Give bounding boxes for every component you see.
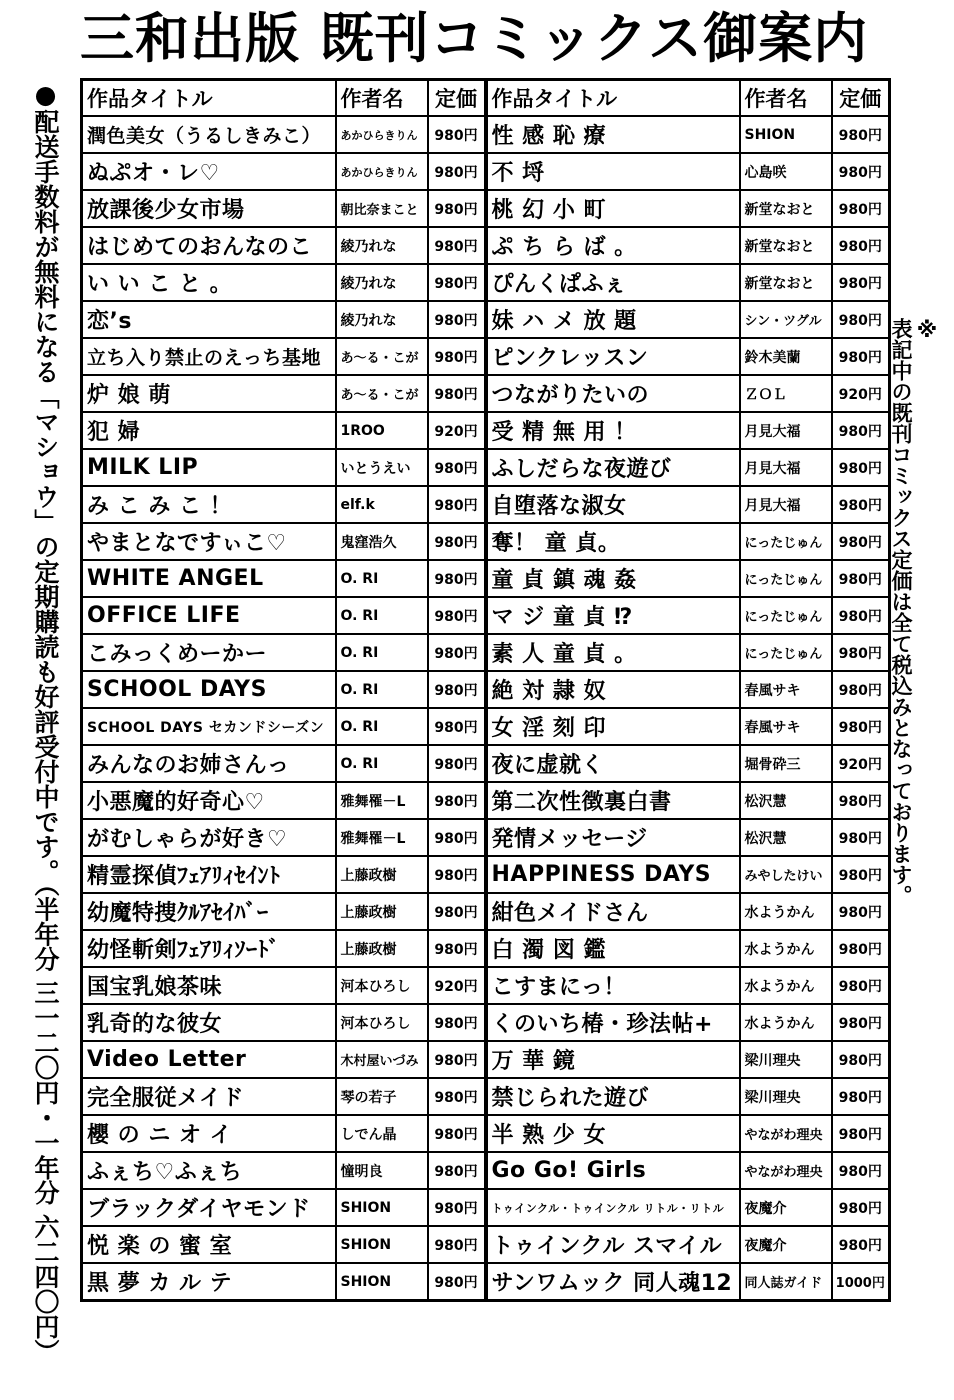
table-row [82, 301, 890, 338]
book-price-left: 980円 [428, 819, 486, 856]
table-row [82, 1152, 890, 1189]
book-price-left: 980円 [428, 375, 486, 412]
book-price-right: 920円 [832, 375, 890, 412]
table-row [82, 560, 890, 597]
book-price-left: 980円 [428, 634, 486, 671]
table-row [82, 1078, 890, 1115]
book-author-left: O. RI [336, 560, 428, 597]
book-title-left: SCHOOL DAYS [82, 671, 336, 708]
book-price-left: 980円 [428, 671, 486, 708]
book-title-right: 受 精 無 用 ！ [486, 412, 740, 449]
book-title-right: トゥインクル・トゥインクル リトル・リトル [486, 1189, 740, 1226]
book-author-left: 上藤政樹 [336, 893, 428, 930]
book-title-right: HAPPINESS DAYS [486, 856, 740, 893]
header-price-right: 定価 [832, 80, 890, 117]
book-price-left: 980円 [428, 856, 486, 893]
header-author-right: 作者名 [740, 80, 832, 117]
book-author-left: SHION [336, 1189, 428, 1226]
book-title-right: 妹 ハ メ 放 題 [486, 301, 740, 338]
book-title-right: ぷ ち ら ば 。 [486, 227, 740, 264]
table-row [82, 745, 890, 782]
table-row [82, 597, 890, 634]
book-author-left: しでん晶 [336, 1115, 428, 1152]
book-price-left: 980円 [428, 597, 486, 634]
book-author-right: 月見大福 [740, 449, 832, 486]
book-title-right: 半 熟 少 女 [486, 1115, 740, 1152]
book-author-right: 梁川理央 [740, 1078, 832, 1115]
book-price-right: 980円 [832, 227, 890, 264]
book-author-right: やながわ理央 [740, 1115, 832, 1152]
book-author-left: 朝比奈まこと [336, 190, 428, 227]
book-price-right: 980円 [832, 634, 890, 671]
table-row [82, 671, 890, 708]
book-title-left: はじめてのおんなのこ [82, 227, 336, 264]
book-price-right: 980円 [832, 782, 890, 819]
book-author-left: 琴の若子 [336, 1078, 428, 1115]
table-row [82, 893, 890, 930]
book-price-left: 980円 [428, 227, 486, 264]
book-price-right: 980円 [832, 264, 890, 301]
book-title-right: 奪！ 童 貞。 [486, 523, 740, 560]
book-author-left: SHION [336, 1226, 428, 1263]
book-price-left: 980円 [428, 1041, 486, 1078]
book-author-left: O. RI [336, 597, 428, 634]
book-title-right: 性 感 恥 療 [486, 116, 740, 153]
book-author-right: みやしたけい [740, 856, 832, 893]
book-title-right: マ ジ 童 貞 ⁉ [486, 597, 740, 634]
table-row [82, 227, 890, 264]
book-price-right: 980円 [832, 153, 890, 190]
book-price-left: 980円 [428, 264, 486, 301]
table-row [82, 634, 890, 671]
book-title-left: がむしゃらが好き♡ [82, 819, 336, 856]
book-author-left: O. RI [336, 708, 428, 745]
book-author-right: 新堂なおと [740, 264, 832, 301]
book-price-right: 980円 [832, 819, 890, 856]
table-row [82, 819, 890, 856]
book-title-right: 自堕落な淑女 [486, 486, 740, 523]
note-mark: ※ [915, 318, 939, 342]
book-title-left: ブラックダイヤモンド [82, 1189, 336, 1226]
table-row [82, 1189, 890, 1226]
book-title-left: 炉 娘 萌 [82, 375, 336, 412]
table-row [82, 782, 890, 819]
book-author-right: にったじゅん [740, 560, 832, 597]
book-price-left: 980円 [428, 190, 486, 227]
book-price-left: 980円 [428, 930, 486, 967]
book-price-right: 980円 [832, 1189, 890, 1226]
book-price-right: 980円 [832, 1078, 890, 1115]
table-row [82, 449, 890, 486]
table-row [82, 1263, 890, 1301]
book-price-left: 980円 [428, 1152, 486, 1189]
book-price-right: 980円 [832, 1041, 890, 1078]
book-author-left: 上藤政樹 [336, 856, 428, 893]
page-title: 三和出版 既刊コミックス御案内 [80, 7, 869, 70]
table-row [82, 412, 890, 449]
book-title-left: 精霊探偵ﾌｪｱﾘｨｾｲﾝﾄ [82, 856, 336, 893]
book-price-right: 980円 [832, 523, 890, 560]
table-row [82, 116, 890, 153]
book-price-left: 980円 [428, 1263, 486, 1301]
book-author-right: 春風サキ [740, 708, 832, 745]
book-title-left: ふぇち♡ふぇち [82, 1152, 336, 1189]
book-title-left: 完全服従メイド [82, 1078, 336, 1115]
book-price-right: 980円 [832, 856, 890, 893]
book-price-left: 980円 [428, 449, 486, 486]
book-price-right: 1000円 [832, 1263, 890, 1301]
book-title-right: 紺色メイドさん [486, 893, 740, 930]
book-author-right: 鈴木美蘭 [740, 338, 832, 375]
book-price-right: 980円 [832, 338, 890, 375]
book-title-left: 恋’s [82, 301, 336, 338]
book-author-right: ＺＯＬ [740, 375, 832, 412]
catalog-body [82, 116, 890, 1301]
book-title-left: MILK LIP [82, 449, 336, 486]
book-title-right: ふしだらな夜遊び [486, 449, 740, 486]
book-price-left: 980円 [428, 116, 486, 153]
table-row [82, 523, 890, 560]
book-title-right: 素 人 童 貞 。 [486, 634, 740, 671]
book-price-left: 920円 [428, 412, 486, 449]
book-title-left: 幼魔特捜ｸﾙｱｾｲﾊﾞｰ [82, 893, 336, 930]
table-row [82, 708, 890, 745]
book-author-left: O. RI [336, 634, 428, 671]
book-title-left: み こ み こ ！ [82, 486, 336, 523]
book-title-left: SCHOOL DAYS セカンドシーズン [82, 708, 336, 745]
table-row [82, 1004, 890, 1041]
book-title-right: 発情メッセージ [486, 819, 740, 856]
book-price-left: 980円 [428, 782, 486, 819]
book-title-right: 女 淫 刻 印 [486, 708, 740, 745]
book-author-left: いとうえい [336, 449, 428, 486]
book-price-right: 980円 [832, 301, 890, 338]
book-price-left: 980円 [428, 560, 486, 597]
book-title-left: 悦 楽 の 蜜 室 [82, 1226, 336, 1263]
book-title-right: 桃 幻 小 町 [486, 190, 740, 227]
table-row [82, 930, 890, 967]
book-price-left: 980円 [428, 1226, 486, 1263]
table-row [82, 264, 890, 301]
book-price-left: 980円 [428, 486, 486, 523]
book-author-right: 新堂なおと [740, 227, 832, 264]
book-title-left: 櫻 の ニ オ イ [82, 1115, 336, 1152]
book-title-left: い い こ と 。 [82, 264, 336, 301]
book-title-right: つながりたいの [486, 375, 740, 412]
table-row [82, 1115, 890, 1152]
book-title-left: OFFICE LIFE [82, 597, 336, 634]
book-title-right: 童 貞 鎮 魂 姦 [486, 560, 740, 597]
book-author-left: 雅舞罹－L [336, 782, 428, 819]
book-price-right: 980円 [832, 412, 890, 449]
book-author-left: 上藤政樹 [336, 930, 428, 967]
book-price-left: 980円 [428, 338, 486, 375]
book-title-left: 国宝乳娘茶味 [82, 967, 336, 1004]
book-author-right: にったじゅん [740, 634, 832, 671]
book-author-right: 水ようかん [740, 893, 832, 930]
book-author-right: 春風サキ [740, 671, 832, 708]
book-author-right: SHION [740, 116, 832, 153]
book-author-right: 月見大福 [740, 486, 832, 523]
book-price-left: 980円 [428, 1004, 486, 1041]
book-title-right: 第二次性徴裏白書 [486, 782, 740, 819]
book-price-right: 980円 [832, 116, 890, 153]
book-price-right: 980円 [832, 893, 890, 930]
book-author-left: あかひらきりん [336, 116, 428, 153]
book-title-right: サンワムック 同人魂12 [486, 1263, 740, 1301]
table-header-row [82, 80, 890, 117]
book-title-right: 不 埒 [486, 153, 740, 190]
book-author-right: やながわ理央 [740, 1152, 832, 1189]
book-title-right: くのいち椿・珍法帖+ [486, 1004, 740, 1041]
book-price-left: 980円 [428, 1115, 486, 1152]
book-price-right: 920円 [832, 745, 890, 782]
book-title-left: 潤色美女（うるしきみこ） [82, 116, 336, 153]
book-price-left: 980円 [428, 745, 486, 782]
subscription-note: ●配送手数料が無料になる「マショウ」の定期購読も好評受付中です。（半年分 三一二〇円・一年分 六二四〇円） [31, 80, 60, 1364]
book-price-left: 980円 [428, 153, 486, 190]
book-author-left: 雅舞罹－L [336, 819, 428, 856]
book-price-right: 980円 [832, 1115, 890, 1152]
book-title-left: 幼怪斬剣ﾌｪｱﾘｨｿｰﾄﾞ [82, 930, 336, 967]
book-title-right: ピンクレッスン [486, 338, 740, 375]
book-price-right: 980円 [832, 930, 890, 967]
book-author-left: elf.k [336, 486, 428, 523]
book-title-right: 白 濁 図 鑑 [486, 930, 740, 967]
table-row [82, 967, 890, 1004]
book-author-right: にったじゅん [740, 523, 832, 560]
header-title-left: 作品タイトル [82, 80, 336, 117]
book-author-right: 月見大福 [740, 412, 832, 449]
book-price-right: 980円 [832, 1152, 890, 1189]
table-row [82, 486, 890, 523]
book-price-right: 980円 [832, 190, 890, 227]
table-row [82, 190, 890, 227]
book-author-left: 河本ひろし [336, 967, 428, 1004]
book-title-right: Go Go! Girls [486, 1152, 740, 1189]
book-author-right: 水ようかん [740, 1004, 832, 1041]
table-row [82, 1226, 890, 1263]
book-title-left: やまとなですぃこ♡ [82, 523, 336, 560]
book-title-right: ぴんくぱふぇ [486, 264, 740, 301]
book-price-right: 980円 [832, 449, 890, 486]
book-price-right: 980円 [832, 967, 890, 1004]
table-row [82, 338, 890, 375]
book-price-right: 980円 [832, 1226, 890, 1263]
book-author-right: 水ようかん [740, 930, 832, 967]
catalog-table [80, 78, 891, 1302]
book-author-left: 河本ひろし [336, 1004, 428, 1041]
book-price-left: 920円 [428, 967, 486, 1004]
book-author-right: シン・ツグル [740, 301, 832, 338]
book-title-left: みんなのお姉さんっ [82, 745, 336, 782]
book-price-left: 980円 [428, 1078, 486, 1115]
book-price-right: 980円 [832, 708, 890, 745]
book-title-left: 小悪魔的好奇心♡ [82, 782, 336, 819]
book-price-right: 980円 [832, 1004, 890, 1041]
book-title-left: 黒 夢 カ ル テ [82, 1263, 336, 1301]
book-author-right: 同人誌ガイド [740, 1263, 832, 1301]
book-author-right: 梁川理央 [740, 1041, 832, 1078]
book-title-left: WHITE ANGEL [82, 560, 336, 597]
table-row [82, 375, 890, 412]
book-author-left: あかひらきりん [336, 153, 428, 190]
book-title-left: 放課後少女市場 [82, 190, 336, 227]
book-author-left: 1ROO [336, 412, 428, 449]
book-author-left: SHION [336, 1263, 428, 1301]
book-title-left: 乳奇的な彼女 [82, 1004, 336, 1041]
book-author-left: 木村屋いづみ [336, 1041, 428, 1078]
book-author-left: あ～る・こが [336, 338, 428, 375]
book-author-left: あ～る・こが [336, 375, 428, 412]
book-author-right: 松沢慧 [740, 782, 832, 819]
book-title-left: ぬぷオ・レ♡ [82, 153, 336, 190]
book-author-right: 心島咲 [740, 153, 832, 190]
book-price-left: 980円 [428, 1189, 486, 1226]
book-title-left: Video Letter [82, 1041, 336, 1078]
book-author-left: O. RI [336, 671, 428, 708]
book-author-left: O. RI [336, 745, 428, 782]
book-author-right: 新堂なおと [740, 190, 832, 227]
book-price-right: 980円 [832, 597, 890, 634]
book-price-left: 980円 [428, 523, 486, 560]
book-author-left: 綾乃れな [336, 264, 428, 301]
table-row [82, 1041, 890, 1078]
book-title-right: 夜に虚就く [486, 745, 740, 782]
book-title-right: トゥインクル スマイル [486, 1226, 740, 1263]
book-author-left: 鬼窪浩久 [336, 523, 428, 560]
book-author-right: 堀骨砕三 [740, 745, 832, 782]
book-title-right: こすまにっ！ [486, 967, 740, 1004]
book-title-left: 犯 婦 [82, 412, 336, 449]
book-author-right: 夜魔介 [740, 1226, 832, 1263]
header-author-left: 作者名 [336, 80, 428, 117]
book-price-right: 980円 [832, 560, 890, 597]
book-author-right: 松沢慧 [740, 819, 832, 856]
book-price-right: 980円 [832, 486, 890, 523]
book-title-left: 立ち入り禁止のえっち基地 [82, 338, 336, 375]
book-title-right: 万 華 鏡 [486, 1041, 740, 1078]
price-note [888, 318, 940, 1378]
book-author-left: 憧明良 [336, 1152, 428, 1189]
book-author-right: にったじゅん [740, 597, 832, 634]
book-price-left: 980円 [428, 708, 486, 745]
book-author-right: 水ようかん [740, 967, 832, 1004]
book-author-right: 夜魔介 [740, 1189, 832, 1226]
note-tax-included: 表記中の既刊コミックス定価は全て税込みとなっております。 [889, 318, 913, 906]
book-title-left: こみっくめーかー [82, 634, 336, 671]
header-title-right: 作品タイトル [486, 80, 740, 117]
book-title-right: 禁じられた遊び [486, 1078, 740, 1115]
book-price-left: 980円 [428, 893, 486, 930]
book-title-right: 絶 対 隷 奴 [486, 671, 740, 708]
table-row [82, 856, 890, 893]
book-author-left: 綾乃れな [336, 227, 428, 264]
book-author-left: 綾乃れな [336, 301, 428, 338]
book-price-left: 980円 [428, 301, 486, 338]
header-price-left: 定価 [428, 80, 486, 117]
table-row [82, 153, 890, 190]
book-price-right: 980円 [832, 671, 890, 708]
